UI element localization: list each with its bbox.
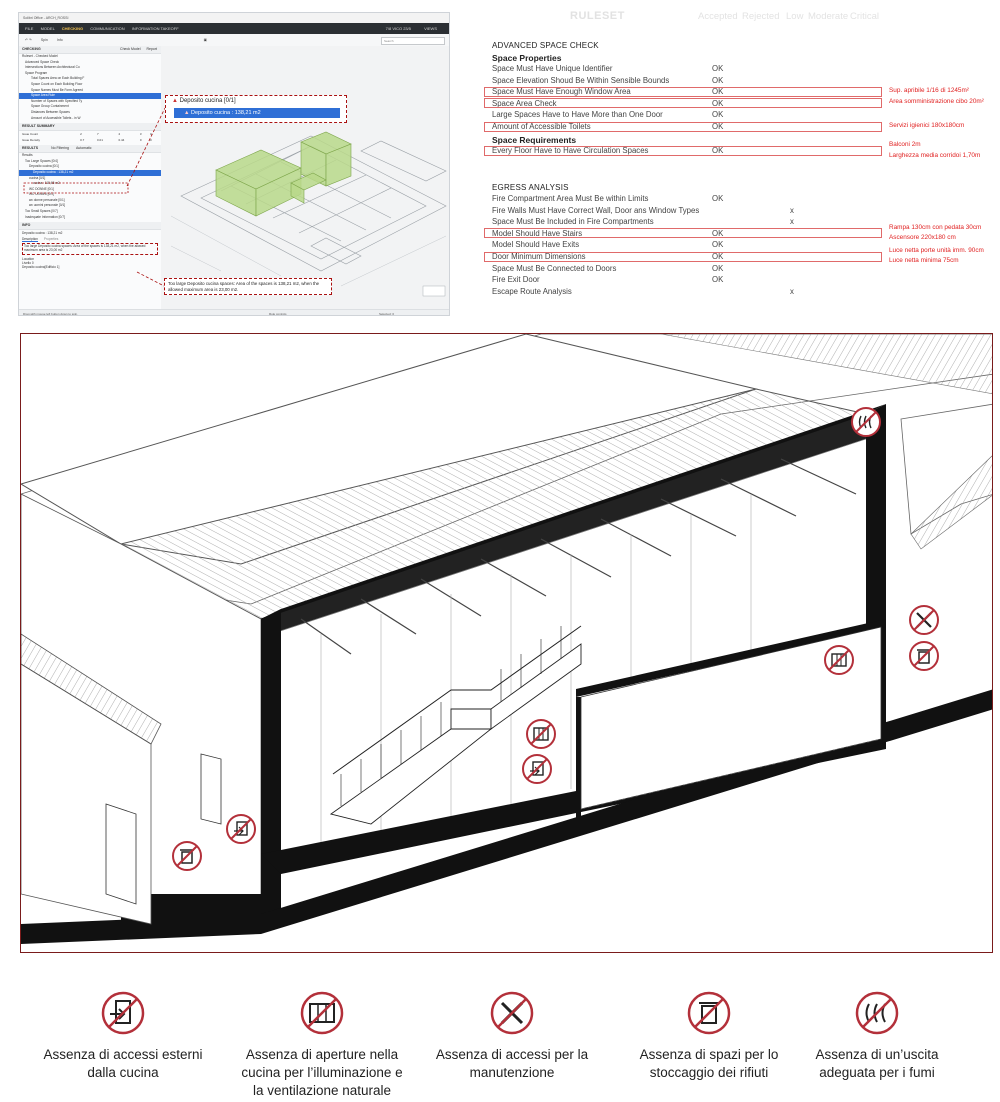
legend-item <box>38 990 208 1082</box>
checking-item[interactable]: Intersections Between Architectural Co <box>25 65 80 70</box>
axonometric-section-drawing <box>20 333 993 953</box>
result-item[interactable]: WC DONNE [0/1] <box>29 186 54 191</box>
legend-text: Assenza di spazi per lo stoccaggio dei rifiuti <box>639 1047 779 1080</box>
legend-text: Assenza di accessi per la manutenzione <box>435 1047 589 1080</box>
subsection-space-properties: Space Properties <box>492 53 562 63</box>
note-food-area: Area somministrazione cibo 20m² <box>889 98 984 105</box>
menu-views[interactable]: VIEWS <box>424 26 437 31</box>
result-item[interactable]: cucina [0/1] <box>29 175 46 180</box>
rule-highlight-box <box>484 98 882 108</box>
rule-highlight-box <box>484 122 882 132</box>
result-item[interactable]: Deposito cucina : 138,21 m2 <box>19 170 161 176</box>
status-mid: Rule controls <box>269 312 287 316</box>
rule-name: Large Spaces Have to Have More than One Door <box>492 110 663 120</box>
callout-group-label: ▲ Deposito cucina [0/1] <box>172 98 236 104</box>
results-mode-select[interactable]: Automatic <box>75 146 92 151</box>
legend-item <box>237 990 407 1100</box>
rule-result-fail: x <box>790 286 794 296</box>
info-description: Too large Deposito cucina spaces: Area of the spaces is 138,21 m2, when the allowed maximum area is 23,00 m2 <box>22 243 158 255</box>
rule-result-ok: OK <box>712 87 724 97</box>
note-elevator: Ascensore 220x180 cm <box>889 234 956 241</box>
rule-result-fail: x <box>790 217 794 227</box>
section-illustration <box>21 334 993 953</box>
checking-item[interactable]: Amount of Accessible Toilets - in W <box>31 115 81 120</box>
checking-item[interactable]: Space Program <box>25 70 48 75</box>
summary-row: Issue Count 2 7 2 3 0 <box>22 132 152 137</box>
rule-result-fail: x <box>790 205 794 215</box>
rule-name: Amount of Accessible Toilets <box>492 122 591 131</box>
rule-result-ok: OK <box>712 252 724 261</box>
info-header: INFO <box>19 222 161 230</box>
no-window-icon <box>299 990 345 1036</box>
rule-name: Model Should Have Stairs <box>492 228 583 238</box>
callout-leaders <box>0 0 460 320</box>
rule-result-ok: OK <box>712 228 724 238</box>
summary-header: RESULT SUMMARY <box>19 123 161 131</box>
rule-name: Space Must Be Included in Fire Compartments <box>492 217 654 227</box>
menu-takeoff[interactable]: INFORMATION TAKEOFF <box>131 26 179 31</box>
checking-header: CHECKING Report Check Model <box>19 46 161 54</box>
tab-properties[interactable]: Properties <box>43 237 59 242</box>
summary-row: Issue Density 0.7 0.01 0.44 0 0 <box>22 138 152 143</box>
rule-name: Model Should Have Exits <box>492 240 580 250</box>
no-external-access-icon <box>100 990 146 1036</box>
warning-icon: ▲ <box>184 110 191 116</box>
rule-highlight-box <box>484 228 882 238</box>
legend-item <box>624 990 794 1082</box>
note-door-min: Luce netta minima 75cm <box>889 257 959 264</box>
result-item[interactable]: Too Small Spaces [0/7] <box>25 209 58 214</box>
waste-storage-marker-left <box>173 842 201 870</box>
note-ramp: Rampa 130cm con pedata 30cm <box>889 224 982 231</box>
search-input[interactable]: Search <box>381 37 445 45</box>
rule-result-ok: OK <box>712 194 724 203</box>
result-item[interactable]: Inadequate Information [0/7] <box>25 214 65 219</box>
checking-item[interactable]: Distances Between Spaces <box>31 109 70 114</box>
note-toilets: Servizi igienici 180x180cm <box>889 122 965 129</box>
checking-item[interactable]: Ruleset - Checked Model <box>22 54 58 58</box>
check-model-button[interactable]: Check Model <box>120 47 141 51</box>
ruleset-title: RULESET <box>570 10 625 22</box>
rule-result-ok: OK <box>712 64 724 73</box>
info-title: Deposito cucina : 138,21 m2 <box>22 231 63 236</box>
rule-result-ok: OK <box>712 240 724 250</box>
menu-checking[interactable]: CHECKING <box>61 26 84 31</box>
rule-result-ok: OK <box>712 98 724 108</box>
rule-result-ok: OK <box>712 146 724 155</box>
callout-description-zoom: Too large Deposito cucina spaces: Area of the spaces is 138,21 m2, when the allowed maximum area is 23,00 m2. <box>164 278 332 295</box>
info-entity: Deposito cucina[Edificio 1] <box>22 264 60 269</box>
access-marker-left <box>227 815 255 843</box>
menu-file[interactable]: FILE <box>25 26 34 31</box>
filter-accepted: Accepted <box>698 11 738 22</box>
note-door-unit: Luce netta porte unità imm. 90cm <box>889 247 984 254</box>
rule-result-ok: OK <box>712 263 724 273</box>
window-title: Solibri Office - ARCH_ROSSI <box>23 16 69 20</box>
result-item[interactable]: Deposito cucina [0/1] <box>29 164 59 169</box>
checking-item[interactable]: Space Group Containment <box>31 104 69 109</box>
status-right: Selected: 0 <box>379 312 395 316</box>
rule-name: Fire Exit Door <box>492 275 540 285</box>
no-waste-storage-icon <box>686 990 732 1036</box>
checking-item[interactable]: Advanced Space Check <box>25 59 60 64</box>
note-window-area: Sup. apribile 1/16 di 1245m² <box>889 87 969 94</box>
warning-icon: ▲ <box>172 98 178 104</box>
result-item[interactable]: cucina : 115,65 m2 <box>33 181 60 186</box>
legend-item <box>792 990 962 1082</box>
result-item[interactable]: wc uomini personale [0/1] <box>29 203 66 208</box>
rule-name: Space Area Check <box>492 98 557 108</box>
subsection-space-requirements: Space Requirements <box>492 135 577 145</box>
info-button[interactable]: Info <box>56 38 63 42</box>
checking-item[interactable]: Space Count on Each Building Floor <box>31 81 83 86</box>
rule-result-ok: OK <box>712 75 724 85</box>
filter-rejected: Rejected <box>742 11 780 22</box>
menu-right-info: 7/8 VICO 23/5 <box>385 26 411 31</box>
no-fume-exit-icon <box>854 990 900 1036</box>
spin-button[interactable]: Spin <box>40 38 48 42</box>
rule-highlight-box <box>484 252 882 262</box>
rule-highlight-box <box>484 146 882 156</box>
access-marker-center <box>523 755 551 783</box>
rule-name: Door Minimum Dimensions <box>492 252 586 261</box>
filter-critical: Critical <box>850 11 880 22</box>
menu-model[interactable]: MODEL <box>40 26 55 31</box>
section-advanced-space-check: ADVANCED SPACE CHECK <box>492 41 599 50</box>
no-maintenance-icon <box>489 990 535 1036</box>
checking-item[interactable]: Space Names Must Be Form Agreed <box>31 87 83 92</box>
fume-exit-marker <box>852 408 880 436</box>
callout-selected-result: ▲ Deposito cucina : 138,21 m2 <box>174 108 340 118</box>
checking-item[interactable]: Number of Spaces with Specified Ty <box>31 98 83 103</box>
result-item[interactable]: Results <box>22 153 33 158</box>
tab-description[interactable]: Description <box>22 237 38 242</box>
rule-name: Escape Route Analysis <box>492 286 572 296</box>
menu-communication[interactable]: COMMUNICATION <box>90 26 125 31</box>
legend-item <box>427 990 597 1082</box>
info-location: Livello 0 <box>22 260 34 265</box>
selection-basket-icon[interactable]: ▣ <box>203 38 207 42</box>
rule-name: Fire Walls Must Have Correct Wall, Door ans Window Types <box>492 205 700 215</box>
undo-icon[interactable]: ↶ ↷ <box>25 38 32 42</box>
window-marker-center <box>527 720 555 748</box>
legend-text: Assenza di un’uscita adeguata per i fumi <box>815 1047 939 1080</box>
rule-name: Space Must Have Unique Identifier <box>492 64 613 73</box>
rule-name: Space Elevation Shoud Be Within Sensible Bounds <box>492 75 670 85</box>
filter-low: Low <box>786 11 804 22</box>
rule-name: Fire Compartment Area Must Be within Limits <box>492 194 649 203</box>
results-header: RESULTS No Filtering Automatic <box>19 145 161 153</box>
section-egress-analysis: EGRESS ANALYSIS <box>492 183 569 192</box>
rule-result-ok: OK <box>712 275 724 285</box>
rule-name: Every Floor Have to Have Circulation Spaces <box>492 146 649 155</box>
results-filter-select[interactable]: No Filtering <box>51 146 69 151</box>
note-balconies: Balconi 2m <box>889 141 921 148</box>
callout-result-zoom <box>165 95 347 123</box>
window-marker-right <box>825 646 853 674</box>
report-button[interactable]: Report <box>146 47 157 51</box>
result-item[interactable]: Too Large Spaces [0/4] <box>25 158 58 163</box>
waste-storage-marker-right <box>910 642 938 670</box>
result-item[interactable]: WC UOMINI [0/1] <box>29 192 54 197</box>
result-item[interactable]: wc donne personale [0/1] <box>29 197 65 202</box>
note-corridors: Larghezza media corridoi 1,70m <box>889 152 981 159</box>
rule-result-ok: OK <box>712 122 724 131</box>
status-left: Drag with mouse left button down to spin. <box>23 312 79 316</box>
rule-result-ok: OK <box>712 110 724 120</box>
maintenance-marker <box>910 606 938 634</box>
rule-name: Space Must Have Enough Window Area <box>492 87 631 97</box>
filter-moderate: Moderate <box>808 11 849 22</box>
legend-text: Assenza di aperture nella cucina per l’illuminazione e la ventilazione naturale <box>241 1047 403 1098</box>
checking-item[interactable]: Space Area Rule <box>19 93 161 99</box>
info-location-label: Location <box>22 256 35 261</box>
rule-highlight-box <box>484 87 882 97</box>
rule-name: Space Must Be Connected to Doors <box>492 263 617 273</box>
legend-text: Assenza di accessi esterni dalla cucina <box>43 1047 203 1080</box>
checking-item[interactable]: Total Spaces Area on Each Building F <box>31 76 85 81</box>
